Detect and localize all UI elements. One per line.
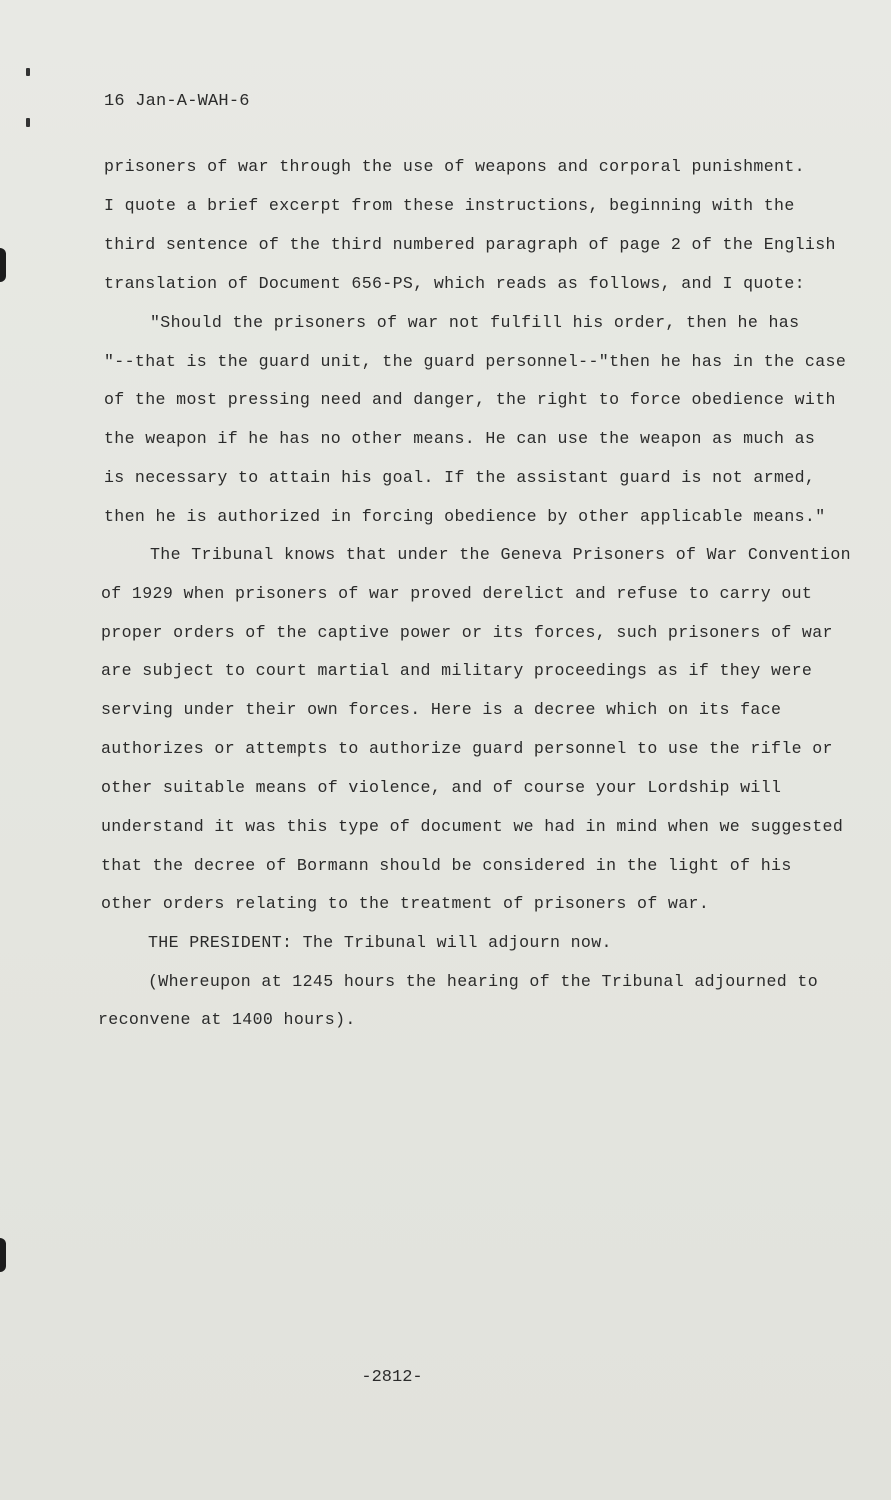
text-line: (Whereupon at 1245 hours the hearing of the Tribunal adjourned to <box>148 972 819 991</box>
quote-line: the weapon if he has no other means. He can use the weapon as much as <box>104 429 816 448</box>
text-line: understand it was this type of document we had in mind when we suggested <box>101 817 844 836</box>
page-number: -2812- <box>361 1368 423 1387</box>
text-line: that the decree of Bormann should be considered in the light of his <box>101 856 792 875</box>
text-line: I quote a brief excerpt from these instructions, beginning with the <box>104 196 795 215</box>
document-header: 16 Jan-A-WAH-6 <box>104 92 250 111</box>
punch-hole-bottom <box>0 1238 6 1272</box>
text-line: authorizes or attempts to authorize guard personnel to use the rifle or <box>101 739 833 758</box>
text-line: proper orders of the captive power or its forces, such prisoners of war <box>101 623 833 642</box>
quote-line: is necessary to attain his goal. If the assistant guard is not armed, <box>104 468 816 487</box>
margin-mark <box>26 68 30 76</box>
text-line: other suitable means of violence, and of course your Lordship will <box>101 778 782 797</box>
speaker-line: THE PRESIDENT: The Tribunal will adjourn now. <box>148 933 612 952</box>
quote-line: then he is authorized in forcing obedience by other applicable means." <box>104 507 826 526</box>
text-line: other orders relating to the treatment of prisoners of war. <box>101 894 710 913</box>
text-line: translation of Document 656-PS, which reads as follows, and I quote: <box>104 274 805 293</box>
quote-line: "Should the prisoners of war not fulfill his order, then he has <box>150 313 800 332</box>
margin-mark <box>26 118 30 127</box>
text-line: serving under their own forces. Here is a decree which on its face <box>101 700 782 719</box>
text-line: reconvene at 1400 hours). <box>98 1010 356 1029</box>
text-line: prisoners of war through the use of weapons and corporal punishment. <box>104 157 805 176</box>
quote-line: of the most pressing need and danger, the right to force obedience with <box>104 390 836 409</box>
text-line: are subject to court martial and military proceedings as if they were <box>101 661 813 680</box>
text-line: The Tribunal knows that under the Geneva Prisoners of War Convention <box>150 545 851 564</box>
punch-hole-top <box>0 248 6 282</box>
text-line: third sentence of the third numbered paragraph of page 2 of the English <box>104 235 836 254</box>
quote-line: "--that is the guard unit, the guard personnel--"then he has in the case <box>104 352 847 371</box>
text-line: of 1929 when prisoners of war proved derelict and refuse to carry out <box>101 584 813 603</box>
